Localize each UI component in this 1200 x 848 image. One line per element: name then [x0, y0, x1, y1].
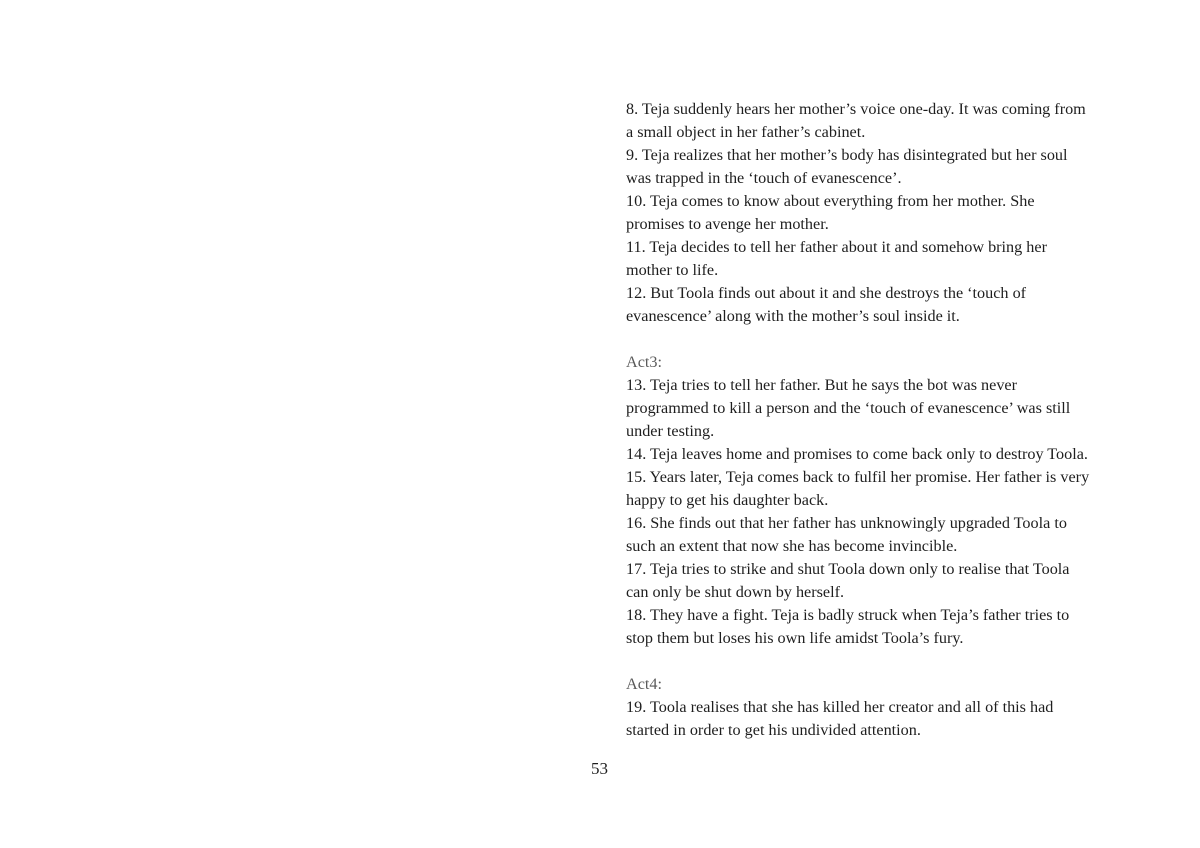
act2-continued — [626, 98, 1106, 328]
text-line: under testing. — [626, 422, 715, 440]
text-line: such an extent that now she has become invincible. — [626, 537, 958, 555]
text-line: happy to get his daughter back. — [626, 491, 829, 509]
act3-heading: Act3: — [626, 353, 662, 371]
text-line: mother to life. — [626, 261, 719, 279]
text-line: 12. But Toola finds out about it and she destroys the ‘touch of — [626, 284, 1027, 302]
page-number: 53 — [591, 759, 608, 778]
right-page — [600, 0, 1200, 848]
text-line: 11. Teja decides to tell her father about it and somehow bring her — [626, 238, 1047, 256]
text-line: can only be shut down by herself. — [626, 583, 845, 601]
text-line: 16. She finds out that her father has unknowingly upgraded Toola to — [626, 514, 1067, 532]
text-line: 17. Teja tries to strike and shut Toola down only to realise that Toola — [626, 560, 1070, 578]
act4-section — [626, 673, 1106, 742]
text-line: 18. They have a fight. Teja is badly struck when Teja’s father tries to — [626, 606, 1070, 624]
story-outline — [626, 98, 1106, 742]
text-line: started in order to get his undivided attention. — [626, 721, 921, 739]
text-line: promises to avenge her mother. — [626, 215, 829, 233]
section-spacer — [626, 650, 1106, 673]
text-line: a small object in her father’s cabinet. — [626, 123, 866, 141]
text-line: 8. Teja suddenly hears her mother’s voice one-day. It was coming from — [626, 100, 1086, 118]
text-line: 15. Years later, Teja comes back to fulfil her promise. Her father is very — [626, 468, 1090, 486]
text-line: stop them but loses his own life amidst Toola’s fury. — [626, 629, 964, 647]
text-line: evanescence’ along with the mother’s soul inside it. — [626, 307, 960, 325]
text-line: programmed to kill a person and the ‘touch of evanescence’ was still — [626, 399, 1071, 417]
text-line: was trapped in the ‘touch of evanescence’. — [626, 169, 902, 187]
section-spacer — [626, 328, 1106, 351]
act3-section — [626, 351, 1106, 650]
text-line: 10. Teja comes to know about everything from her mother. She — [626, 192, 1035, 210]
act4-heading: Act4: — [626, 675, 662, 693]
text-line: 14. Teja leaves home and promises to come back only to destroy Toola. — [626, 445, 1088, 463]
text-line: 13. Teja tries to tell her father. But he says the bot was never — [626, 376, 1018, 394]
text-line: 9. Teja realizes that her mother’s body has disintegrated but her soul — [626, 146, 1068, 164]
text-line: 19. Toola realises that she has killed her creator and all of this had — [626, 698, 1054, 716]
